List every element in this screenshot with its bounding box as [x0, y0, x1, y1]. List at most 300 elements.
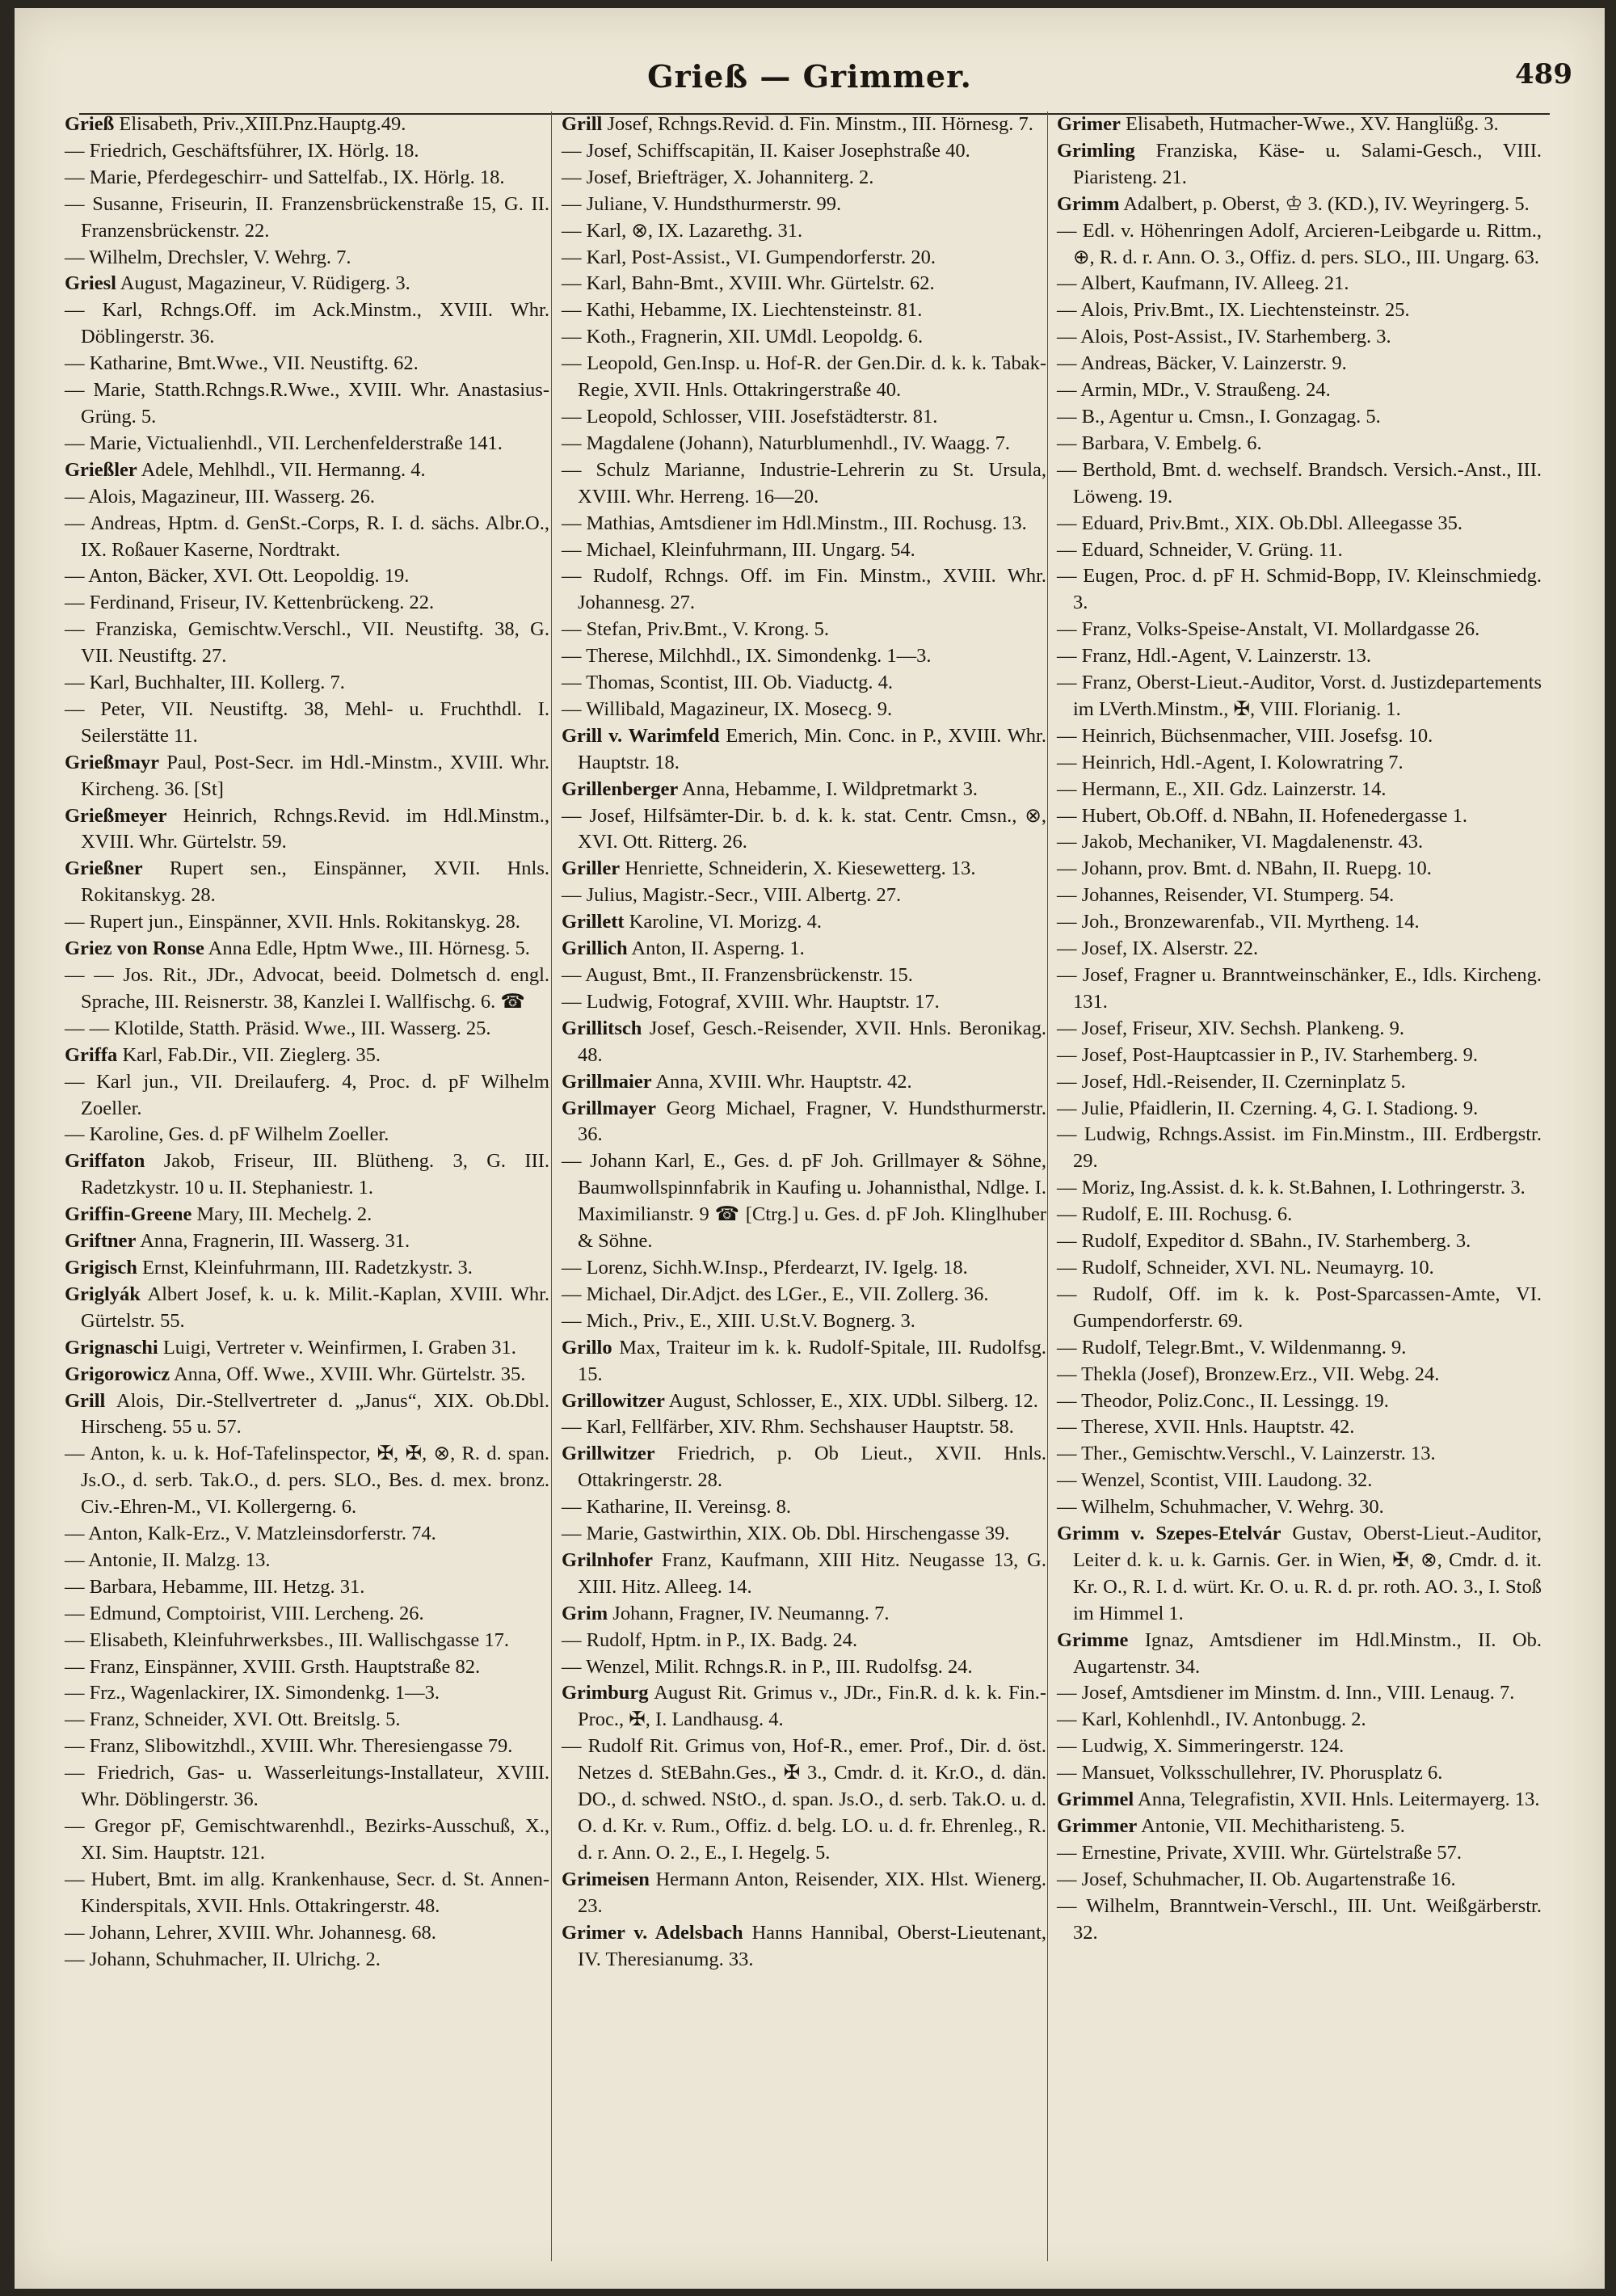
entry-details: — Anton, Bäcker, XVI. Ott. Leopoldig. 19. — [65, 565, 410, 588]
entry-details: Max, Traiteur im k. k. Rudolf-Spitale, III. Rudolfsg. 15. — [578, 1336, 1046, 1385]
directory-entry — [65, 1202, 549, 1228]
directory-entry — [65, 1122, 549, 1148]
directory-entry — [562, 1096, 1046, 1149]
entry-details: — Hubert, Ob.Off. d. NBahn, II. Hofenedergasse 1. — [1057, 804, 1468, 827]
directory-entry — [65, 1521, 549, 1548]
entry-surname: Grill v. Warimfeld — [562, 724, 720, 747]
directory-entry — [562, 1335, 1046, 1388]
directory-entry — [1057, 1388, 1542, 1415]
entry-details: — August, Bmt., II. Franzensbrückenstr. 15. — [562, 964, 913, 986]
directory-entry — [1057, 856, 1542, 883]
entry-details: — Josef, Fragner u. Branntweinschänker, E., Idls. Kircheng. 131. — [1057, 964, 1542, 1013]
directory-entry — [1057, 803, 1542, 830]
entry-surname: Grignaschi — [65, 1336, 158, 1359]
directory-entry — [562, 1016, 1046, 1069]
directory-entry — [562, 670, 1046, 697]
entry-details: — Kathi, Hebamme, IX. Liechtensteinstr. 81. — [562, 299, 923, 322]
directory-entry — [65, 1814, 549, 1867]
entry-surname: Griffin-Greene — [65, 1203, 192, 1226]
directory-entry — [65, 511, 549, 564]
entry-details: — Rupert jun., Einspänner, XVII. Hnls. Rokitanskyg. 28. — [65, 911, 520, 933]
directory-entry — [1057, 1894, 1542, 1947]
entry-details: — Theodor, Poliz.Conc., II. Lessingg. 19. — [1057, 1389, 1389, 1412]
directory-entry — [1057, 909, 1542, 936]
directory-entry — [1057, 883, 1542, 909]
entry-details: — Heinrich, Büchsenmacher, VIII. Josefsg. 10. — [1057, 724, 1433, 747]
directory-entry — [1057, 192, 1542, 218]
entry-details: — Ferdinand, Friseur, IV. Kettenbrückeng. 22. — [65, 592, 435, 614]
directory-entry — [562, 351, 1046, 404]
directory-entry — [65, 909, 549, 936]
entry-details: — Thomas, Scontist, III. Ob. Viaductg. 4. — [562, 672, 894, 694]
entry-details: — Rudolf, Telegr.Bmt., V. Wildenmanng. 9. — [1057, 1336, 1407, 1359]
directory-entry — [65, 697, 549, 750]
entry-details: Josef, Rchngs.Revid. d. Fin. Minstm., III. Hörnesg. 7. — [607, 113, 1033, 135]
directory-entry — [562, 192, 1046, 218]
entry-details: — Josef, Schuhmacher, II. Ob. Augartenstraße 16. — [1057, 1868, 1456, 1890]
entry-details: — Franz, Volks-Speise-Anstalt, VI. Mollardgasse 26. — [1057, 618, 1480, 641]
entry-surname: Grimer — [1057, 113, 1121, 135]
directory-entry — [1057, 1787, 1542, 1814]
entry-details: — Ludwig, Fotograf, XVIII. Whr. Hauptstr. 17. — [562, 990, 940, 1013]
directory-entry — [1057, 1680, 1542, 1707]
entry-details: — Karoline, Ges. d. pF Wilhelm Zoeller. — [65, 1123, 389, 1146]
entry-details: — Elisabeth, Kleinfuhrwerksbes., III. Wallischgasse 17. — [65, 1628, 510, 1651]
directory-entry — [562, 617, 1046, 643]
entry-details: — Wenzel, Milit. Rchngs.R. in P., III. Rudolfsg. 24. — [562, 1655, 973, 1678]
entry-surname: Grießler — [65, 458, 137, 481]
entry-details: — Koth., Fragnerin, XII. UMdl. Leopoldg. 6. — [562, 326, 924, 348]
directory-entry — [1057, 218, 1542, 272]
directory-entry — [65, 1574, 549, 1601]
entry-details: — Johannes, Reisender, VI. Stumperg. 54. — [1057, 884, 1395, 907]
directory-entry — [1057, 723, 1542, 750]
directory-entry — [1057, 1840, 1542, 1867]
directory-entry — [562, 883, 1046, 909]
directory-entry — [1057, 138, 1542, 192]
directory-entry — [65, 165, 549, 192]
directory-entry — [65, 1628, 549, 1654]
entry-details: — Josef, Schiffscapitän, II. Kaiser Josephstraße 40. — [562, 139, 970, 162]
directory-entry — [1057, 1441, 1542, 1468]
directory-entry — [65, 563, 549, 590]
entry-details: — Anton, k. u. k. Hof-Tafelinspector, ✠, ✠, ⊗, R. d. span. Js.O., d. serb. Tak.O., d. pers. SLO., Bes. d. mex. bronz. Civ.-Ehren-M., VI. Kollergerng. 6. — [65, 1443, 549, 1519]
directory-entry — [1057, 936, 1542, 963]
entry-surname: Griez von Ronse — [65, 937, 204, 960]
entry-details: — Anton, Kalk-Erz., V. Matzleinsdorferstr. 74. — [65, 1523, 436, 1545]
directory-entry — [1057, 1202, 1542, 1228]
directory-entry — [1057, 1362, 1542, 1388]
directory-entry — [1057, 351, 1542, 377]
directory-entry — [65, 1601, 549, 1628]
directory-entry — [65, 1760, 549, 1814]
directory-entry — [65, 1734, 549, 1760]
directory-entry — [1057, 750, 1542, 777]
entry-details: — Josef, IX. Alserstr. 22. — [1057, 937, 1259, 960]
entry-details: — Josef, Friseur, XIV. Sechsh. Plankeng. 9. — [1057, 1017, 1405, 1039]
directory-entry — [65, 138, 549, 165]
entry-surname: Grieß — [65, 113, 115, 135]
directory-entry — [65, 1043, 549, 1069]
entry-surname: Grillo — [562, 1336, 612, 1359]
entry-details: — Mich., Priv., E., XIII. U.St.V. Bognerg. 3. — [562, 1309, 915, 1332]
entry-details: — Josef, Hdl.-Reisender, II. Czerninplatz 5. — [1057, 1070, 1406, 1093]
entry-details: — Hubert, Bmt. im allg. Krankenhause, Secr. d. St. Annen-Kinderspitals, XVII. Hnls. Ottakringerstr. 48. — [65, 1868, 549, 1917]
directory-entry — [65, 1148, 549, 1202]
directory-entry — [562, 963, 1046, 989]
entry-details: — Susanne, Friseurin, II. Franzensbrückenstraße 15, G. II. Franzensbrückenstr. 22. — [65, 192, 549, 242]
entry-details: Karl, Fab.Dir., VII. Zieglerg. 35. — [122, 1043, 381, 1066]
directory-entry — [65, 351, 549, 377]
entry-details: — Rudolf, Rchngs. Off. im Fin. Minstm., XVIII. Whr. Johannesg. 27. — [562, 565, 1046, 614]
entry-details: Anna, Telegrafistin, XVII. Hnls. Leitermayerg. 13. — [1138, 1788, 1540, 1811]
directory-entry — [65, 1680, 549, 1707]
directory-entry — [1057, 829, 1542, 856]
entry-details: — Franziska, Gemischtw.Verschl., VII. Neustiftg. 38, G. VII. Neustiftg. 27. — [65, 618, 549, 668]
directory-entry — [562, 324, 1046, 351]
entry-details: — Armin, MDr., V. Straußeng. 24. — [1057, 379, 1331, 402]
entry-surname: Griesl — [65, 272, 116, 295]
entry-details: Franz, Kaufmann, XIII Hitz. Neugasse 13, G. XIII. Hitz. Alleeg. 14. — [578, 1548, 1046, 1598]
directory-entry — [1057, 271, 1542, 297]
entry-details: Luigi, Vertreter v. Weinfirmen, I. Graben 31. — [162, 1336, 516, 1359]
directory-entry — [1057, 1043, 1542, 1069]
entry-details: — Katharine, II. Vereinsg. 8. — [562, 1496, 791, 1519]
directory-entry — [562, 777, 1046, 803]
directory-entry — [562, 856, 1046, 883]
directory-entry — [1057, 1016, 1542, 1043]
entry-details: — Franz, Einspänner, XVIII. Grsth. Hauptstraße 82. — [65, 1655, 481, 1678]
entry-details: August, Schlosser, E., XIX. UDbl. Silberg. 12. — [668, 1389, 1038, 1412]
directory-entry — [562, 1069, 1046, 1096]
entry-surname: Grillenberger — [562, 777, 679, 800]
entry-details: Elisabeth, Priv.,XIII.Pnz.Hauptg.49. — [119, 113, 406, 135]
page-header — [15, 58, 1605, 99]
directory-entry — [562, 1867, 1046, 1920]
entry-details: — Therese, XVII. Hnls. Hauptstr. 42. — [1057, 1416, 1355, 1439]
directory-entry — [562, 457, 1046, 511]
directory-entry — [65, 377, 549, 431]
entry-details: — Alois, Priv.Bmt., IX. Liechtensteinstr. 25. — [1057, 299, 1410, 322]
entry-details: — Franz, Hdl.-Agent, V. Lainzerstr. 13. — [1057, 645, 1371, 668]
entry-details: — Ernestine, Private, XVIII. Whr. Gürtelstraße 57. — [1057, 1841, 1462, 1864]
entry-surname: Grießmeyer — [65, 804, 167, 827]
directory-entry — [562, 271, 1046, 297]
directory-entry — [562, 1282, 1046, 1308]
entry-details: — Schulz Marianne, Industrie-Lehrerin zu St. Ursula, XVIII. Whr. Herreng. 16—20. — [562, 458, 1046, 508]
entry-surname: Grillowitzer — [562, 1389, 665, 1412]
entry-details: — Ludwig, Rchngs.Assist. im Fin.Minstm., III. Erdbergstr. 29. — [1057, 1123, 1542, 1173]
entry-details: Gustav, Oberst-Lieut.-Auditor, Leiter d. k. u. k. Garnis. Ger. in Wien, ✠, ⊗, Cmdr. d. it. Kr. O., R. I. d. würt. Kr. O. u. R. d. pr. roth. AO. 3., I. Stoß im Himmel 1. — [1073, 1523, 1542, 1624]
entry-details: — Johann, prov. Bmt. d. NBahn, II. Ruepg. 10. — [1057, 857, 1432, 880]
entry-details: — Andreas, Hptm. d. GenSt.-Corps, R. I. d. sächs. Albr.O., IX. Roßauer Kaserne, Nordtrakt. — [65, 512, 549, 561]
entry-details: — Antonie, II. Malzg. 13. — [65, 1548, 271, 1571]
entry-surname: Grillitsch — [562, 1017, 642, 1039]
directory-entry — [562, 1308, 1046, 1335]
entry-details: — Wilhelm, Schuhmacher, V. Wehrg. 30. — [1057, 1496, 1384, 1519]
directory-entry — [65, 1707, 549, 1734]
directory-entry — [1057, 1707, 1542, 1734]
entry-details: Friedrich, p. Ob Lieut., XVII. Hnls. Ottakringerstr. 28. — [578, 1443, 1046, 1492]
entry-surname: Griglyák — [65, 1283, 141, 1305]
entry-details: — Barbara, Hebamme, III. Hetzg. 31. — [65, 1575, 365, 1598]
entry-details: — Johann, Schuhmacher, II. Ulrichg. 2. — [65, 1948, 381, 1970]
directory-entry — [1057, 1175, 1542, 1202]
directory-entry — [562, 1628, 1046, 1654]
directory-entry — [65, 297, 549, 351]
entry-details: Anna Edle, Hptm Wwe., III. Hörnesg. 5. — [208, 937, 530, 960]
directory-entry — [562, 1148, 1046, 1255]
entry-details: — Michael, Kleinfuhrmann, III. Ungarg. 54. — [562, 538, 915, 561]
directory-entry — [65, 1255, 549, 1282]
directory-entry — [1057, 1468, 1542, 1494]
entry-surname: Griffa — [65, 1043, 118, 1066]
entry-details: Franziska, Käse- u. Salami-Gesch., VIII. Piaristeng. 21. — [1073, 139, 1542, 188]
entry-details: — Willibald, Magazineur, IX. Mosесg. 9. — [562, 697, 893, 720]
entry-details: — Rudolf, Expeditor d. SBahn., IV. Starhemberg. 3. — [1057, 1230, 1471, 1253]
directory-entry — [562, 218, 1046, 245]
directory-entry — [1057, 377, 1542, 404]
entry-details: — Alois, Magazineur, III. Wasserg. 26. — [65, 485, 375, 508]
entry-details: — Stefan, Priv.Bmt., V. Krong. 5. — [562, 618, 829, 641]
directory-entry — [562, 1734, 1046, 1867]
directory-entry — [1057, 431, 1542, 457]
page-number: 489 — [1515, 58, 1572, 91]
directory-entry — [65, 245, 549, 272]
entry-details: — Rudolf, E. III. Rochusg. 6. — [1057, 1203, 1293, 1226]
directory-entry — [1057, 1867, 1542, 1894]
entry-details: — Wilhelm, Branntwein-Verschl., III. Unt. Weißgärberstr. 32. — [1057, 1894, 1542, 1944]
entry-details: — Franz, Slibowitzhdl., XVIII. Whr. Theresiengasse 79. — [65, 1735, 513, 1758]
entry-details: — Franz, Schneider, XVI. Ott. Breitslg. 5. — [65, 1708, 401, 1731]
entry-surname: Grim — [562, 1602, 608, 1624]
entry-surname: Grimme — [1057, 1628, 1129, 1651]
directory-entry — [562, 803, 1046, 857]
entry-details: — Julius, Magistr.-Secr., VIII. Albertg. 27. — [562, 884, 902, 907]
directory-entry — [65, 936, 549, 963]
directory-entry — [1057, 1521, 1542, 1628]
directory-entry — [562, 723, 1046, 777]
directory-entry — [562, 1920, 1046, 1974]
entry-details: Anton, II. Asperng. 1. — [631, 937, 805, 960]
directory-entry — [1057, 537, 1542, 564]
entry-details: — Rudolf, Off. im k. k. Post-Sparcassen-Amte, VI. Gumpendorferstr. 69. — [1057, 1283, 1542, 1332]
directory-entry — [562, 1414, 1046, 1441]
entry-details: — Frz., Wagenlackirer, IX. Simondenkg. 1—3. — [65, 1682, 440, 1704]
entry-details: — Josef, Briefträger, X. Johanniterg. 2. — [562, 166, 874, 188]
entry-details: — Thekla (Josef), Bronzew.Erz., VII. Webg. 24. — [1057, 1363, 1440, 1385]
entry-details: — Friedrich, Gas- u. Wasserleitungs-Installateur, XVIII. Whr. Döblingerstr. 36. — [65, 1762, 549, 1811]
entry-surname: Griller — [562, 857, 621, 880]
directory-entry — [1057, 563, 1542, 617]
directory-entry — [562, 297, 1046, 324]
entry-surname: Grimling — [1057, 139, 1135, 162]
entry-surname: Grießmayr — [65, 751, 160, 773]
directory-entry — [1057, 324, 1542, 351]
entry-details: — Friedrich, Geschäftsführer, IX. Hörlg. 18. — [65, 139, 419, 162]
entry-details: — Alois, Post-Assist., IV. Starhemberg. 3. — [1057, 326, 1391, 348]
directory-entry — [1057, 617, 1542, 643]
directory-entry — [65, 271, 549, 297]
entry-details: — Mathias, Amtsdiener im Hdl.Minstm., III. Rochusg. 13. — [562, 512, 1027, 534]
entry-details: Karoline, VI. Morizg. 4. — [629, 911, 823, 933]
entry-details: Heinrich, Rchngs.Revid. im Hdl.Minstm., XVIII. Whr. Gürtelstr. 59. — [81, 804, 549, 853]
entry-surname: Grigisch — [65, 1256, 137, 1279]
entry-surname: Grimmel — [1057, 1788, 1134, 1811]
entry-details: Hanns Hannibal, Oberst-Lieutenant, IV. Theresianumg. 33. — [578, 1921, 1046, 1970]
directory-entry — [65, 750, 549, 803]
directory-entry — [65, 1228, 549, 1255]
directory-entry — [1057, 1414, 1542, 1441]
entry-details: Mary, III. Mechelg. 2. — [196, 1203, 372, 1226]
directory-entry — [65, 1947, 549, 1974]
entry-details: — Gregor pF, Gemischtwarenhdl., Bezirks-Ausschuß, X., XI. Sim. Hauptstr. 121. — [65, 1815, 549, 1864]
entry-details: Ignaz, Amtsdiener im Hdl.Minstm., II. Ob. Augartenstr. 34. — [1073, 1628, 1542, 1678]
directory-entry — [65, 112, 549, 138]
directory-entry — [65, 1016, 549, 1043]
entry-surname: Grillich — [562, 937, 628, 960]
entry-details: — Rudolf Rit. Grimus von, Hof-R., emer. Prof., Dir. d. öst. Netzes d. StEBahn.Ges., ✠ 3., Cmdr. d. it. Kr.O., d. dän. DO., d. schwed. NStO., d. span. Js.O., d. serb. Tak.O. u. d. O. d. Kr. v. Rum., Offiz. d. belg. LO. u. d. fr. Ehrenleg., R. d. r. Ann. O. 2., E., I. Hegelg. 5. — [562, 1735, 1046, 1864]
entry-details: — Johann, Lehrer, XVIII. Whr. Johannesg. 68. — [65, 1921, 436, 1944]
directory-entry — [1057, 297, 1542, 324]
directory-entry — [65, 617, 549, 670]
entry-details: — Barbara, V. Embelg. 6. — [1057, 432, 1262, 454]
entry-details: — Ther., Gemischtw.Verschl., V. Lainzerstr. 13. — [1057, 1443, 1436, 1465]
entry-details: — Karl, ⊗, IX. Lazarethg. 31. — [562, 219, 803, 242]
directory-entry — [562, 1388, 1046, 1415]
directory-entry — [65, 1867, 549, 1920]
directory-entry — [562, 537, 1046, 564]
directory-entry — [562, 1521, 1046, 1548]
directory-entry — [562, 245, 1046, 272]
directory-entry — [1057, 1814, 1542, 1840]
entry-details: Josef, Gesch.-Reisender, XVII. Hnls. Beronikag. 48. — [578, 1017, 1047, 1066]
entry-details: — Jakob, Mechaniker, VI. Magdalenenstr. 43. — [1057, 831, 1424, 853]
entry-details: — Karl jun., VII. Dreilauferg. 4, Proc. d. pF Wilhelm Zoeller. — [65, 1070, 549, 1119]
entry-details: — Karl, Post-Assist., VI. Gumpendorferstr. 20. — [562, 246, 936, 268]
directory-entry — [65, 1069, 549, 1123]
directory-entry — [65, 1388, 549, 1442]
directory-entry — [65, 803, 549, 857]
entry-details: — Heinrich, Hdl.-Agent, I. Kolowratring 7. — [1057, 751, 1403, 773]
entry-details: Anna, Fragnerin, III. Wasserg. 31. — [140, 1230, 410, 1253]
entry-details: — Marie, Statth.Rchngs.R.Wwe., XVIII. Whr. Anastasius-Grüng. 5. — [65, 379, 549, 428]
entry-details: August, Magazineur, V. Rüdigerg. 3. — [120, 272, 410, 295]
entry-details: — — Klotilde, Statth. Präsid. Wwe., III. Wasserg. 25. — [65, 1017, 491, 1039]
entry-details: — Moriz, Ing.Assist. d. k. k. St.Bahnen, I. Lothringerstr. 3. — [1057, 1177, 1526, 1199]
directory-entry — [562, 404, 1046, 431]
entry-details: Albert Josef, k. u. k. Milit.-Kaplan, XVIII. Whr. Gürtelstr. 55. — [81, 1283, 549, 1332]
directory-entry — [562, 989, 1046, 1016]
directory-entry — [1057, 1069, 1542, 1096]
entry-surname: Grimm — [1057, 192, 1120, 215]
entry-details: — Johann Karl, E., Ges. d. pF Joh. Grillmayer & Söhne, Baumwollspinnfabrik in Kaufing u. Johannisthal, Ndlge. I. Maximilianstr. 9 ☎ [Ctrg.] u. Ges. d. pF Joh. Klinglhuber & Söhne. — [562, 1150, 1046, 1253]
entry-details: — Marie, Pferdegeschirr- und Sattelfab., IX. Hörlg. 18. — [65, 166, 505, 188]
entry-details: — Josef, Hilfsämter-Dir. b. d. k. k. stat. Centr. Cmsn., ⊗, XVI. Ott. Ritterg. 26. — [562, 804, 1046, 853]
entry-details: — Therese, Milchhdl., IX. Simondenkg. 1—3. — [562, 645, 932, 668]
directory-entry — [65, 590, 549, 617]
directory-entry — [562, 936, 1046, 963]
directory-entry — [1057, 963, 1542, 1016]
directory-entry — [65, 1548, 549, 1574]
directory-entry — [1057, 1228, 1542, 1255]
entry-details: — Lorenz, Sichh.W.Insp., Pferdearzt, IV. Igelg. 18. — [562, 1256, 968, 1279]
entry-details: Emerich, Min. Conc. in P., XVIII. Whr. Hauptstr. 18. — [578, 724, 1046, 773]
entry-details: Johann, Fragner, IV. Neumanng. 7. — [612, 1602, 890, 1624]
directory-entry — [562, 1255, 1046, 1282]
directory-entry — [65, 1654, 549, 1681]
entry-surname: Griffaton — [65, 1150, 145, 1173]
directory-entry — [1057, 777, 1542, 803]
entry-details: — — Jos. Rit., JDr., Advocat, beeid. Dolmetsch d. engl. Sprache, III. Reisnerstr. 38, Kanzlei I. Wallfischg. 6. ☎ — [65, 964, 549, 1013]
entry-details: — Eduard, Schneider, V. Grüng. 11. — [1057, 538, 1343, 561]
entry-surname: Grimmer — [1057, 1815, 1138, 1837]
directory-entry — [1057, 404, 1542, 431]
entry-surname: Grigorowicz — [65, 1363, 170, 1385]
directory-entry — [562, 909, 1046, 936]
directory-entry — [1057, 1628, 1542, 1681]
entry-details: Anna, Off. Wwe., XVIII. Whr. Gürtelstr. 35. — [173, 1363, 526, 1385]
entry-details: Anna, Hebamme, I. Wildpretmarkt 3. — [682, 777, 978, 800]
directory-entry — [65, 1282, 549, 1335]
entry-surname: Grillmaier — [562, 1070, 652, 1093]
directory-entry — [1057, 1760, 1542, 1787]
directory-entry — [1057, 1335, 1542, 1362]
entry-surname: Grimburg — [562, 1682, 649, 1704]
entry-details: — Berthold, Bmt. d. wechself. Brandsch. Versich.-Anst., III. Löweng. 19. — [1057, 458, 1542, 508]
directory-entry — [562, 1601, 1046, 1628]
entry-details: — Eduard, Priv.Bmt., XIX. Ob.Dbl. Alleegasse 35. — [1057, 512, 1462, 534]
directory-entry — [562, 1494, 1046, 1521]
directory-entry — [562, 112, 1046, 138]
entry-details: — Edl. v. Höhenringen Adolf, Arcieren-Leibgarde u. Rittm., ⊕, R. d. r. Ann. O. 3., Offiz. d. pers. SLO., III. Ungarg. 63. — [1057, 219, 1542, 268]
entry-details: Anna, XVIII. Whr. Hauptstr. 42. — [655, 1070, 912, 1093]
entry-details: — Julie, Pfaidlerin, II. Czerning. 4, G. I. Stadiong. 9. — [1057, 1097, 1479, 1119]
column-divider — [551, 112, 552, 2261]
entry-details: — Edmund, Comptoirist, VIII. Lercheng. 26. — [65, 1602, 424, 1624]
entry-details: — Marie, Gastwirthin, XIX. Ob. Dbl. Hirschengasse 39. — [562, 1523, 1010, 1545]
directory-entry — [562, 1441, 1046, 1494]
entry-details: August Rit. Grimus v., JDr., Fin.R. d. k. k. Fin.-Proc., ✠, I. Landhausg. 4. — [578, 1682, 1046, 1731]
directory-entry — [562, 1680, 1046, 1734]
column-1 — [65, 112, 549, 1973]
entry-details: — Franz, Oberst-Lieut.-Auditor, Vorst. d. Justizdepartements im LVerth.Minstm., ✠, VIII. Florianig. 1. — [1057, 672, 1542, 720]
entry-details: Jakob, Friseur, III. Blütheng. 3, G. III. Radetzkystr. 10 u. II. Stephaniestr. 1. — [81, 1150, 550, 1199]
entry-surname: Grill — [562, 113, 603, 135]
entry-details: Ernst, Kleinfuhrmann, III. Radetzkystr. 3. — [141, 1256, 473, 1279]
directory-entry — [562, 563, 1046, 617]
entry-surname: Grillmayer — [562, 1097, 657, 1119]
directory-entry — [1057, 1255, 1542, 1282]
directory-entry — [1057, 643, 1542, 670]
directory-entry — [65, 856, 549, 909]
directory-entry — [1057, 670, 1542, 723]
entry-surname: Griftner — [65, 1230, 137, 1253]
directory-entry — [65, 1335, 549, 1362]
entry-details: — Karl, Buchhalter, III. Kollerg. 7. — [65, 672, 345, 694]
entry-details: Alois, Dir.-Stellvertreter d. „Janus“, XIX. Ob.Dbl. Hirscheng. 55 u. 57. — [81, 1389, 549, 1439]
entry-details: — Joh., Bronzewarenfab., VII. Myrtheng. 14. — [1057, 911, 1420, 933]
entry-details: — Leopold, Schlosser, VIII. Josefstädterstr. 81. — [562, 405, 938, 428]
entry-surname: Grillett — [562, 911, 625, 933]
entry-details: — Hermann, E., XII. Gdz. Lainzerstr. 14. — [1057, 777, 1387, 800]
entry-details: — Mansuet, Volksschullehrer, IV. Phorusplatz 6. — [1057, 1762, 1443, 1784]
directory-entry — [1057, 1122, 1542, 1175]
directory-entry — [562, 165, 1046, 192]
entry-details: Georg Michael, Fragner, V. Hundsthurmerstr. 36. — [578, 1097, 1046, 1146]
column-3 — [1057, 112, 1542, 1947]
directory-entry — [1057, 457, 1542, 511]
